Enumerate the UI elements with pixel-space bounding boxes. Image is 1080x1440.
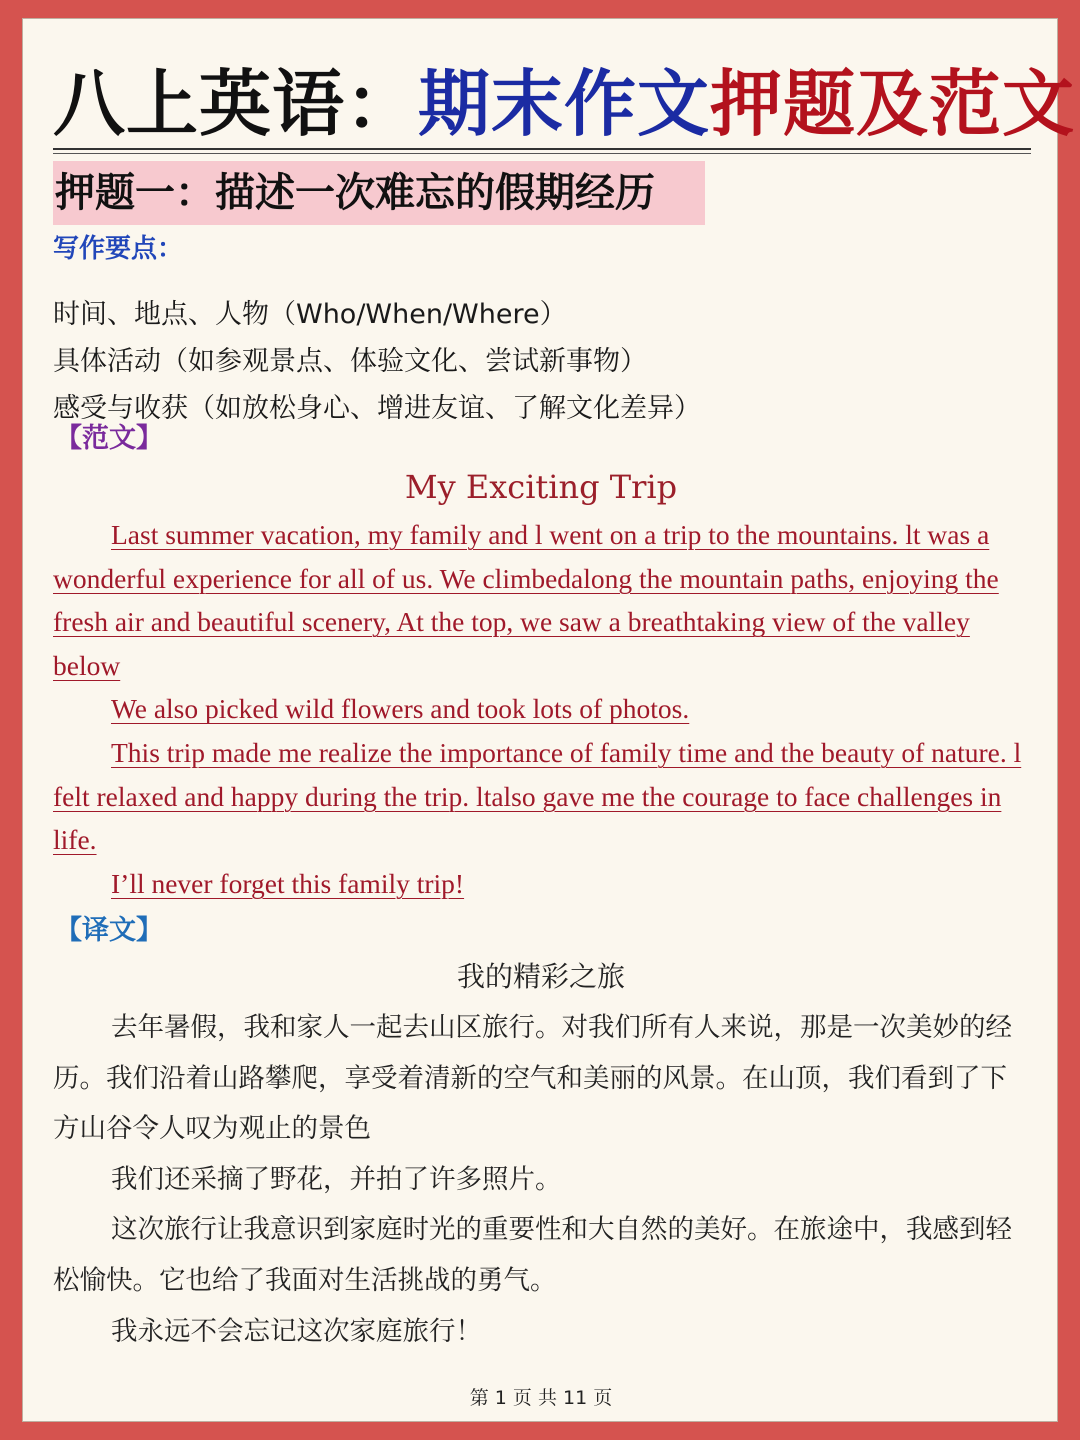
essay-paragraph: We also picked wild flowers and took lots of photos. bbox=[111, 693, 690, 725]
document-page bbox=[22, 18, 1076, 1422]
key-points-label: 写作要点： bbox=[53, 234, 184, 264]
translation-paragraph: 我们还采摘了野花，并拍了许多照片。 bbox=[111, 1163, 562, 1195]
page-number: 第 1 页 共 11 页 bbox=[469, 1387, 613, 1409]
title-part-exam: 期末作文 bbox=[418, 62, 711, 146]
sample-essay-title: My Exciting Trip bbox=[404, 468, 678, 506]
essay-paragraph: Last summer vacation, my family and l went on a trip to the mountains. lt was a wonderful experience for all of us. We climbedalong the mountain paths, enjoying the fresh air and beautiful scenery, At the top, we saw a breathtaking view of the valley below bbox=[53, 519, 999, 681]
title-part-grade: 八上英语： bbox=[53, 62, 419, 146]
title-part-prediction: 押题及范文 bbox=[710, 62, 1076, 146]
essay-paragraph: This trip made me realize the importance of family time and the beauty of nature. l felt relaxed and happy during the trip. ltalso gave me the courage to face challenges in life. bbox=[53, 736, 1022, 856]
topic-heading: 押题一：描述一次难忘的假期经历 bbox=[53, 161, 705, 225]
title-divider-thin bbox=[53, 153, 1031, 154]
sample-essay-body bbox=[53, 513, 1033, 905]
translation-paragraph: 去年暑假，我和家人一起去山区旅行。对我们所有人来说，那是一次美妙的经历。我们沿着山路攀爬，享受着清新的空气和美丽的风景。在山顶，我们看到了下方山谷令人叹为观止的景色 bbox=[53, 1012, 1012, 1145]
translation-label: 【译文】 bbox=[55, 915, 163, 946]
translation-body bbox=[53, 1003, 1033, 1357]
sample-essay-label: 【范文】 bbox=[55, 423, 163, 454]
translation-paragraph: 我永远不会忘记这次家庭旅行！ bbox=[111, 1315, 482, 1347]
key-point-item: 时间、地点、人物（Who/When/Where） bbox=[53, 299, 567, 330]
translation-title: 我的精彩之旅 bbox=[456, 960, 625, 993]
key-point-item: 具体活动（如参观景点、体验文化、尝试新事物） bbox=[53, 346, 647, 377]
translation-paragraph: 这次旅行让我意识到家庭时光的重要性和大自然的美好。在旅途中，我感到轻松愉快。它也给了我面对生活挑战的勇气。 bbox=[53, 1214, 1012, 1296]
key-point-item: 感受与收获（如放松身心、增进友谊、了解文化差异） bbox=[53, 393, 701, 424]
page-title bbox=[53, 49, 1076, 159]
title-divider bbox=[53, 148, 1031, 150]
essay-paragraph: I’ll never forget this family trip! bbox=[111, 867, 465, 899]
